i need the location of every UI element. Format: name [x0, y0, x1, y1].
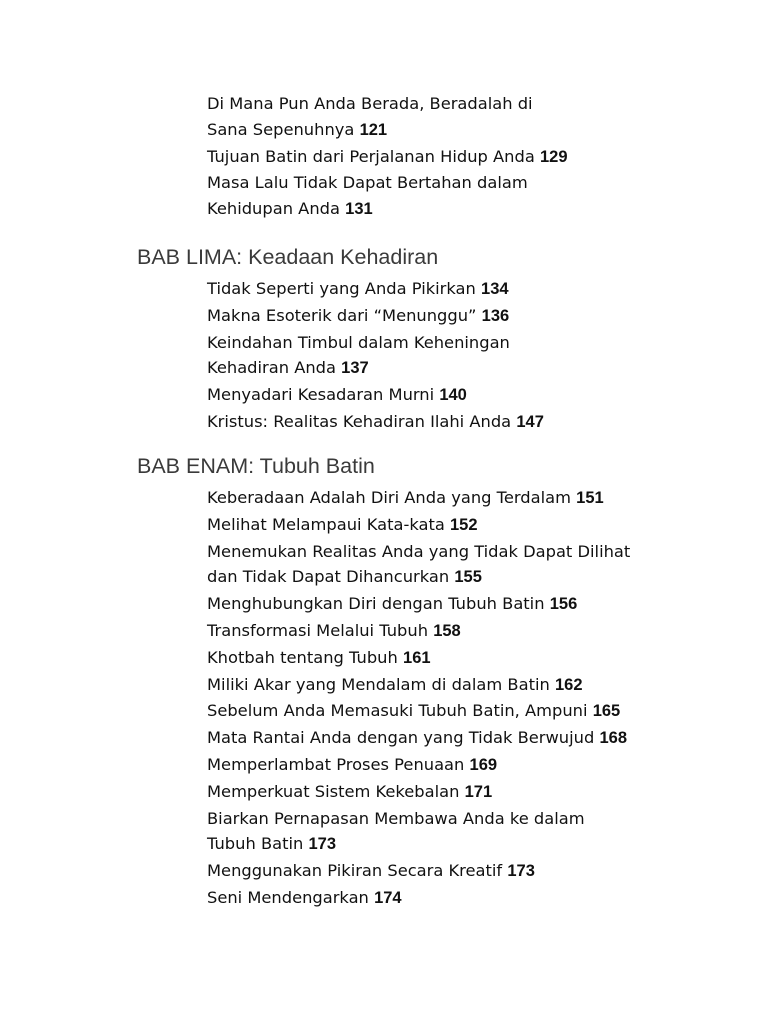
toc-page-number: 140 [439, 386, 467, 405]
toc-entry [207, 512, 762, 539]
toc-entry [207, 564, 762, 591]
toc-intro-section [0, 91, 768, 223]
chapter-heading: BAB ENAM: Tubuh Batin [137, 454, 375, 478]
toc-entry [207, 170, 762, 196]
toc-entry [207, 196, 762, 223]
toc-page-number: 152 [450, 515, 478, 534]
toc-chapter-lima [0, 243, 768, 436]
toc-entry-title: Memperkuat Sistem Kekebalan [207, 781, 460, 801]
toc-entry-title: Seni Mendengarkan [207, 887, 369, 907]
toc-entry-title: Mata Rantai Anda dengan yang Tidak Berwujud [207, 728, 595, 748]
toc-page-number: 151 [576, 489, 604, 507]
toc-entry [207, 779, 762, 806]
toc-entry [207, 485, 762, 512]
toc-chapter-entries [207, 276, 762, 436]
chapter-heading: BAB LIMA: Keadaan Kehadiran [137, 245, 439, 269]
toc-page-number: 165 [592, 702, 621, 721]
toc-page-number: 121 [359, 120, 388, 139]
toc-entry-title: Sana Sepenuhnya [207, 119, 355, 139]
toc-entry-title: Menggunakan Pikiran Secara Kreatif [207, 861, 503, 881]
toc-page-number: 168 [599, 729, 628, 748]
toc-entry-title: Keberadaan Adalah Diri Anda yang Terdalam [207, 488, 571, 507]
toc-entry [207, 276, 762, 303]
toc-entry-title: Khotbah tentang Tubuh [207, 647, 398, 667]
toc-page-number: 162 [554, 675, 583, 694]
toc-entry [207, 382, 762, 409]
toc-entry [207, 618, 762, 645]
toc-entry [207, 409, 762, 436]
toc-page-number: 136 [481, 306, 510, 325]
toc-entry-title: Tidak Seperti yang Anda Pikirkan [207, 279, 476, 298]
toc-entry-title: Menghubungkan Diri dengan Tubuh Batin [207, 594, 545, 614]
toc-entry [207, 698, 762, 725]
toc-entry-title: Kehidupan Anda [207, 199, 340, 219]
toc-entry-title: Biarkan Pernapasan Membawa Anda ke dalam [207, 808, 585, 828]
toc-page-number: 173 [507, 862, 535, 881]
toc-page-number: 137 [341, 359, 369, 378]
toc-entry [207, 885, 762, 912]
toc-entry-title: Masa Lalu Tidak Dapat Bertahan dalam [207, 173, 528, 193]
toc-entry [207, 831, 762, 858]
toc-entry-title: dan Tidak Dapat Dihancurkan [207, 567, 450, 587]
toc-entry [207, 117, 762, 144]
toc-page-number: 173 [308, 835, 337, 854]
toc-page-number: 156 [549, 595, 578, 614]
toc-entry [207, 539, 762, 565]
toc-entry [207, 591, 762, 618]
toc-page-number: 161 [403, 648, 431, 667]
toc-entry [207, 752, 762, 779]
toc-entry [207, 303, 762, 330]
toc-entry-title: Memperlambat Proses Penuaan [207, 754, 465, 774]
toc-entry-title: Keindahan Timbul dalam Keheningan [207, 332, 510, 352]
toc-entry [207, 91, 762, 117]
toc-entry-title: Di Mana Pun Anda Berada, Beradalah di [207, 94, 533, 113]
toc-chapter-entries [207, 485, 762, 912]
toc-entry-title: Tubuh Batin [207, 834, 304, 854]
toc-entry [207, 330, 762, 356]
toc-page-number: 147 [516, 412, 544, 431]
toc-page-number: 169 [469, 755, 498, 774]
toc-intro-entries [207, 91, 762, 223]
toc-page-number: 158 [433, 621, 461, 640]
toc-page-number: 131 [345, 200, 373, 219]
toc-entry-title: Sebelum Anda Memasuki Tubuh Batin, Ampuni [207, 701, 588, 721]
toc-entry-title: Transformasi Melalui Tubuh [207, 620, 429, 640]
toc-page-number: 171 [464, 782, 493, 801]
toc-chapter-enam [0, 452, 768, 912]
toc-entry-title: Kristus: Realitas Kehadiran Ilahi Anda [207, 411, 512, 431]
toc-page-number: 129 [539, 147, 568, 166]
toc-entry [207, 645, 762, 672]
toc-entry-title: Tujuan Batin dari Perjalanan Hidup Anda [207, 146, 535, 166]
toc-page-number: 134 [481, 280, 509, 298]
toc-page-number: 174 [374, 888, 402, 907]
toc-entry [207, 858, 762, 885]
toc-page-number: 155 [454, 568, 482, 587]
toc-entry [207, 806, 762, 832]
toc-entry [207, 725, 762, 752]
toc-entry [207, 672, 762, 699]
toc-entry-title: Miliki Akar yang Mendalam di dalam Batin [207, 674, 550, 694]
toc-entry [207, 144, 762, 171]
toc-entry [207, 355, 762, 382]
toc-entry-title: Kehadiran Anda [207, 358, 336, 378]
toc-entry-title: Melihat Melampaui Kata-kata [207, 514, 445, 534]
toc-entry-title: Menemukan Realitas Anda yang Tidak Dapat Dilihat [207, 541, 631, 561]
toc-entry-title: Makna Esoterik dari “Menunggu” [207, 305, 477, 325]
toc-entry-title: Menyadari Kesadaran Murni [207, 385, 435, 405]
